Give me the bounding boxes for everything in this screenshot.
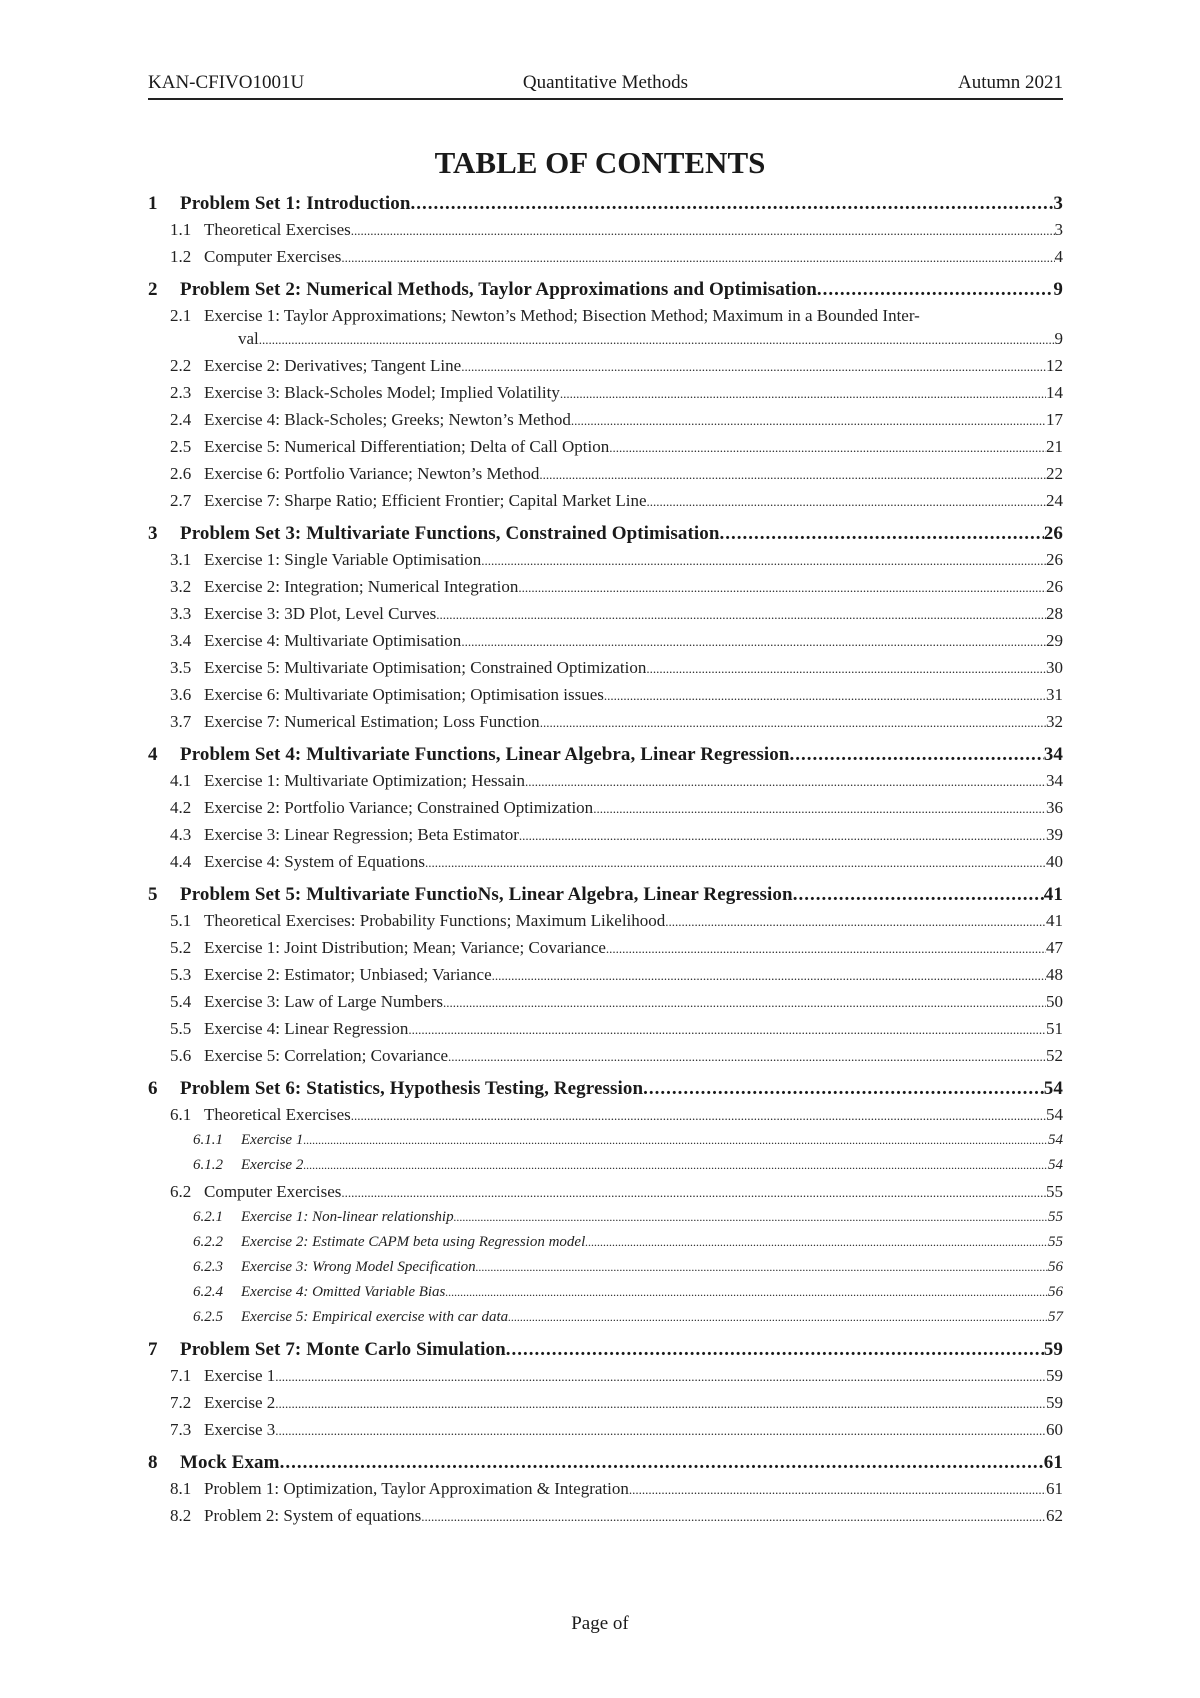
toc-title: TABLE OF CONTENTS — [434, 145, 766, 180]
toc-entry-page: 54 — [1043, 1078, 1063, 1099]
toc-entry-page: 57 — [1048, 1309, 1063, 1325]
toc-entry-title: Exercise 4: Multivariate Optimisation — [204, 631, 462, 650]
toc-entry-number: 2.7 — [170, 491, 192, 510]
dot-leader — [560, 383, 1046, 403]
toc-entry-page: 31 — [1046, 685, 1063, 704]
toc-entry-number: 3.7 — [170, 712, 192, 731]
toc-entry-number: 4 — [148, 744, 158, 765]
toc-entry-page: 62 — [1046, 1506, 1063, 1525]
toc-entry-title: Exercise 2 — [204, 1393, 276, 1412]
dot-leader — [540, 712, 1046, 732]
toc-entry-page: 54 — [1046, 1105, 1063, 1124]
toc-entry-title: Exercise 1: Multivariate Optimization; Hessain — [204, 771, 526, 790]
dot-leader — [303, 1157, 1048, 1174]
toc-section[interactable] — [148, 1506, 1063, 1533]
toc-chapter[interactable] — [148, 744, 1063, 771]
toc-entry-title: Exercise 4: Linear Regression — [204, 1019, 409, 1038]
toc-section[interactable] — [148, 383, 1063, 410]
toc-section[interactable] — [148, 992, 1063, 1019]
toc-entry-page: 24 — [1046, 491, 1063, 510]
toc-entry-number: 6.2 — [170, 1182, 192, 1201]
toc-entry-page: 21 — [1046, 437, 1063, 456]
toc-entry-page: 12 — [1046, 356, 1063, 375]
dot-leader — [303, 1132, 1048, 1149]
dot-leader — [351, 220, 1055, 240]
toc-section[interactable] — [148, 771, 1063, 798]
toc-entry-page: 3 — [1054, 220, 1063, 239]
dot-leader — [280, 1452, 1044, 1474]
toc-section[interactable] — [148, 1420, 1063, 1447]
toc-section[interactable] — [148, 491, 1063, 518]
toc-entry-title: Exercise 3: Law of Large Numbers — [204, 992, 444, 1011]
toc-subsection[interactable] — [148, 1132, 1063, 1157]
dot-leader — [585, 1234, 1048, 1251]
toc-entry-title: Exercise 5: Multivariate Optimisation; Constrained Optimization — [204, 658, 647, 677]
toc-entry-page: 9 — [1054, 329, 1063, 348]
toc-section[interactable] — [148, 247, 1063, 274]
toc-entry-number: 5.6 — [170, 1046, 192, 1065]
toc-entry-title: Exercise 7: Sharpe Ratio; Efficient Frontier; Capital Market Line — [204, 491, 647, 510]
toc-entry-page: 39 — [1046, 825, 1063, 844]
toc-chapter[interactable] — [148, 523, 1063, 550]
toc-section[interactable] — [148, 410, 1063, 437]
toc-entry-page: 61 — [1046, 1479, 1063, 1498]
toc-entry-title: Problem Set 7: Monte Carlo Simulation — [180, 1339, 506, 1360]
dot-leader — [454, 1209, 1048, 1226]
toc-section[interactable] — [148, 1105, 1063, 1132]
dot-leader — [275, 1420, 1046, 1440]
toc-entry-title: Exercise 2: Portfolio Variance; Constrained Optimization — [204, 798, 594, 817]
toc-section[interactable] — [148, 1046, 1063, 1073]
toc-entry-page: 36 — [1046, 798, 1063, 817]
toc-entry-title-continued: val — [238, 329, 259, 348]
toc-entry-page: 52 — [1046, 1046, 1063, 1065]
toc-subsection[interactable] — [148, 1234, 1063, 1259]
toc-entry-page: 55 — [1048, 1234, 1063, 1250]
toc-entry-number: 3.4 — [170, 631, 192, 650]
toc-section[interactable] — [148, 1366, 1063, 1393]
toc-section[interactable] — [148, 1182, 1063, 1209]
toc-section[interactable] — [148, 1019, 1063, 1046]
toc-entry-page: 3 — [1053, 193, 1063, 214]
toc-entry-number: 4.1 — [170, 771, 192, 790]
dot-leader — [259, 329, 1055, 349]
dot-leader — [720, 523, 1044, 545]
toc-entry-page: 51 — [1046, 1019, 1063, 1038]
toc-entry-page: 26 — [1046, 577, 1063, 596]
toc-entry-number: 8 — [148, 1452, 158, 1473]
toc-chapter[interactable] — [148, 1452, 1063, 1479]
toc-entry-page: 50 — [1046, 992, 1063, 1011]
toc-entry-title: Exercise 5: Empirical exercise with car data — [241, 1309, 509, 1325]
dot-leader — [629, 1479, 1046, 1499]
dot-leader — [411, 193, 1054, 215]
dot-leader — [508, 1309, 1048, 1326]
toc-section[interactable] — [148, 631, 1063, 658]
toc-entry-number: 2.1 — [170, 306, 192, 325]
dot-leader — [461, 356, 1046, 376]
dot-leader — [445, 1284, 1048, 1301]
toc-entry-number: 5.1 — [170, 911, 192, 930]
page-header — [148, 70, 1063, 100]
toc-entry-title: Problem Set 6: Statistics, Hypothesis Testing, Regression — [180, 1078, 644, 1099]
toc-entry-title: Problem Set 2: Numerical Methods, Taylor Approximations and Optimisation — [180, 279, 817, 300]
dot-leader — [425, 852, 1046, 872]
toc-entry-title: Exercise 3: Linear Regression; Beta Estimator — [204, 825, 519, 844]
toc-chapter[interactable] — [148, 279, 1063, 306]
toc-entry-title: Exercise 1 — [241, 1132, 304, 1148]
dot-leader — [518, 577, 1046, 597]
toc-section[interactable] — [148, 550, 1063, 577]
toc-entry-title: Exercise 1: Taylor Approximations; Newton’s Method; Bisection Method; Maximum in a Bounded Inter- — [204, 306, 920, 325]
page-footer: Page of — [571, 1613, 629, 1634]
toc-section[interactable] — [148, 220, 1063, 247]
toc-entry-number: 1 — [148, 193, 158, 214]
toc-entry-title: Exercise 3: Wrong Model Specification — [241, 1259, 476, 1275]
dot-leader — [275, 1393, 1046, 1413]
toc-entry-number: 5.5 — [170, 1019, 192, 1038]
toc-entry-page: 60 — [1046, 1420, 1063, 1439]
dot-leader — [408, 1019, 1046, 1039]
toc-entry-page: 54 — [1048, 1132, 1063, 1148]
toc-entry-number: 4.3 — [170, 825, 192, 844]
toc-entry-number: 5.4 — [170, 992, 192, 1011]
toc-entry-title: Exercise 5: Numerical Differentiation; Delta of Call Option — [204, 437, 610, 456]
toc-entry-number: 2.6 — [170, 464, 192, 483]
dot-leader — [519, 825, 1046, 845]
toc-entry-page: 26 — [1043, 523, 1063, 544]
toc-subsection[interactable] — [148, 1309, 1063, 1334]
toc-entry-title: Exercise 3: 3D Plot, Level Curves — [204, 604, 437, 623]
course-code: KAN-CFIVO1001U — [148, 72, 305, 93]
toc-entry-title: Problem Set 5: Multivariate FunctioNs, Linear Algebra, Linear Regression — [180, 884, 793, 905]
toc-chapter[interactable] — [148, 1339, 1063, 1366]
toc-entry-page: 54 — [1048, 1157, 1063, 1173]
toc-entry-number: 4.4 — [170, 852, 192, 871]
toc-section[interactable] — [148, 965, 1063, 992]
toc-entry-page: 32 — [1046, 712, 1063, 731]
toc-entry-page: 55 — [1048, 1209, 1063, 1225]
toc-entry-page: 61 — [1043, 1452, 1063, 1473]
toc-entry-number: 6.2.2 — [193, 1234, 223, 1250]
toc-entry-title: Problem Set 3: Multivariate Functions, Constrained Optimisation — [180, 523, 720, 544]
toc-section[interactable] — [148, 712, 1063, 739]
toc-entry-title: Problem 2: System of equations — [204, 1506, 422, 1525]
toc-entry-page: 4 — [1054, 247, 1063, 266]
dot-leader — [275, 1366, 1046, 1386]
toc-entry-number: 6.2.5 — [193, 1309, 223, 1325]
toc-entry-number: 3.5 — [170, 658, 192, 677]
toc-section[interactable] — [148, 1393, 1063, 1420]
dot-leader — [351, 1105, 1046, 1125]
toc-entry-number: 5 — [148, 884, 158, 905]
dot-leader — [817, 279, 1054, 301]
toc-entry-title: Exercise 1: Joint Distribution; Mean; Variance; Covariance — [204, 938, 606, 957]
toc-section[interactable] — [148, 852, 1063, 879]
toc-entry-number: 3.2 — [170, 577, 192, 596]
toc-subsection[interactable] — [148, 1157, 1063, 1182]
toc-entry-page: 40 — [1046, 852, 1063, 871]
toc-entry-number: 2.3 — [170, 383, 192, 402]
toc-subsection[interactable] — [148, 1209, 1063, 1234]
toc-entry-title: Problem Set 1: Introduction — [180, 193, 411, 214]
dot-leader — [443, 992, 1046, 1012]
toc-entry-title: Exercise 4: Omitted Variable Bias — [241, 1284, 446, 1300]
toc-entry-title: Exercise 6: Portfolio Variance; Newton’s Method — [204, 464, 540, 483]
toc-section[interactable] — [148, 798, 1063, 825]
toc-entry-page: 48 — [1046, 965, 1063, 984]
toc-entry-page: 14 — [1046, 383, 1063, 402]
toc-entry-number: 3.3 — [170, 604, 192, 623]
toc-subsection[interactable] — [148, 1284, 1063, 1309]
dot-leader — [341, 247, 1054, 267]
toc-section[interactable] — [148, 685, 1063, 712]
toc-entry-page: 34 — [1043, 744, 1063, 765]
toc-entry-title: Theoretical Exercises — [204, 220, 351, 239]
toc-entry-page: 59 — [1043, 1339, 1063, 1360]
toc-entry-title: Exercise 4: Black-Scholes; Greeks; Newton’s Method — [204, 410, 571, 429]
toc-section[interactable] — [148, 577, 1063, 604]
toc-entry-number: 2.5 — [170, 437, 192, 456]
toc-entry-page: 59 — [1046, 1366, 1063, 1385]
toc-section[interactable] — [148, 604, 1063, 631]
toc-entry-number: 2.4 — [170, 410, 192, 429]
toc-entry-title: Computer Exercises — [204, 1182, 342, 1201]
dot-leader — [793, 884, 1044, 906]
toc-entry-number: 6.1 — [170, 1105, 192, 1124]
toc-entry-title: Problem Set 4: Multivariate Functions, Linear Algebra, Linear Regression — [180, 744, 790, 765]
toc-entry-number: 1.2 — [170, 247, 192, 266]
toc-entry-page: 56 — [1048, 1284, 1063, 1300]
dot-leader — [593, 798, 1046, 818]
toc-entry-number: 8.2 — [170, 1506, 192, 1525]
dot-leader — [461, 631, 1046, 651]
toc-entry-number: 4.2 — [170, 798, 192, 817]
toc-entry-title: Exercise 6: Multivariate Optimisation; Optimisation issues — [204, 685, 604, 704]
toc-entry-page: 56 — [1048, 1259, 1063, 1275]
toc-entry-number: 7.1 — [170, 1366, 192, 1385]
toc-entry-title: Exercise 1: Non-linear relationship — [241, 1209, 454, 1225]
dot-leader — [525, 771, 1046, 791]
toc-section[interactable] — [148, 437, 1063, 464]
toc-entry-title: Exercise 5: Correlation; Covariance — [204, 1046, 449, 1065]
toc-entry-page: 29 — [1046, 631, 1063, 650]
dot-leader — [448, 1046, 1046, 1066]
toc-entry-page: 41 — [1043, 884, 1063, 905]
toc-entry-title: Computer Exercises — [204, 247, 342, 266]
toc-entry-page: 59 — [1046, 1393, 1063, 1412]
dot-leader — [481, 550, 1046, 570]
toc-entry[interactable] — [148, 306, 1063, 356]
dot-leader — [476, 1259, 1048, 1276]
toc-entry-number: 7.3 — [170, 1420, 192, 1439]
toc-entry-number: 5.3 — [170, 965, 192, 984]
toc-entry-number: 3.1 — [170, 550, 192, 569]
toc-entry-page: 30 — [1046, 658, 1063, 677]
toc-entry-title: Theoretical Exercises: Probability Functions; Maximum Likelihood — [204, 911, 666, 930]
toc-entry-number: 3 — [148, 523, 158, 544]
toc-entry-title: Exercise 3 — [204, 1420, 276, 1439]
toc-entry-page: 17 — [1046, 410, 1063, 429]
course-name: Quantitative Methods — [522, 72, 689, 93]
toc-entry-number: 6 — [148, 1078, 158, 1099]
toc-entry-page: 26 — [1046, 550, 1063, 569]
toc-chapter[interactable] — [148, 1078, 1063, 1105]
toc-section[interactable] — [148, 1479, 1063, 1506]
toc-section[interactable] — [148, 356, 1063, 383]
dot-leader — [341, 1182, 1046, 1202]
toc-entry-page: 55 — [1046, 1182, 1063, 1201]
toc-entry-title: Mock Exam — [180, 1452, 280, 1473]
toc-entry-title: Exercise 3: Black-Scholes Model; Implied Volatility — [204, 383, 560, 402]
toc-entry-number: 6.2.1 — [193, 1209, 223, 1225]
toc-entry-title: Exercise 2: Estimate CAPM beta using Regression model — [241, 1234, 586, 1250]
toc-entry-number: 6.2.4 — [193, 1284, 223, 1300]
toc-section[interactable] — [148, 938, 1063, 965]
toc-entry-number: 1.1 — [170, 220, 192, 239]
toc-entry-page: 47 — [1046, 938, 1063, 957]
toc-entry-title: Theoretical Exercises — [204, 1105, 351, 1124]
toc-entry-title: Exercise 2: Derivatives; Tangent Line — [204, 356, 462, 375]
toc-entry-number: 2 — [148, 279, 158, 300]
toc-entry-number: 7.2 — [170, 1393, 192, 1412]
dot-leader — [647, 491, 1047, 511]
toc-entry-page: 9 — [1053, 279, 1063, 300]
toc-entry-title: Exercise 1: Single Variable Optimisation — [204, 550, 482, 569]
toc-entry-page: 34 — [1046, 771, 1063, 790]
toc-section[interactable] — [148, 825, 1063, 852]
toc-entry-number: 6.2.3 — [193, 1259, 223, 1275]
dot-leader — [665, 911, 1046, 931]
dot-leader — [790, 744, 1044, 766]
toc-entry-number: 8.1 — [170, 1479, 192, 1498]
dot-leader — [606, 938, 1046, 958]
term: Autumn 2021 — [957, 72, 1063, 93]
toc-entry-number: 3.6 — [170, 685, 192, 704]
toc-chapter[interactable] — [148, 193, 1063, 220]
dot-leader — [421, 1506, 1046, 1526]
toc-subsection[interactable] — [148, 1259, 1063, 1284]
dot-leader — [492, 965, 1046, 985]
table-of-contents — [148, 188, 1063, 1533]
toc-entry-page: 41 — [1046, 911, 1063, 930]
toc-entry-title: Exercise 1 — [204, 1366, 276, 1385]
toc-entry-number: 7 — [148, 1339, 158, 1360]
dot-leader — [436, 604, 1046, 624]
dot-leader — [604, 685, 1046, 705]
toc-entry-number: 5.2 — [170, 938, 192, 957]
toc-entry-title: Exercise 2: Estimator; Unbiased; Variance — [204, 965, 492, 984]
toc-entry-page: 28 — [1046, 604, 1063, 623]
toc-entry-number: 6.1.1 — [193, 1132, 223, 1148]
dot-leader — [643, 1078, 1044, 1100]
toc-entry-title: Exercise 7: Numerical Estimation; Loss Function — [204, 712, 540, 731]
toc-entry-title: Exercise 2: Integration; Numerical Integration — [204, 577, 519, 596]
dot-leader — [539, 464, 1046, 484]
toc-entry-title: Exercise 4: System of Equations — [204, 852, 425, 871]
toc-chapter[interactable] — [148, 884, 1063, 911]
toc-section[interactable] — [148, 464, 1063, 491]
toc-entry-number: 6.1.2 — [193, 1157, 223, 1173]
toc-entry-title: Exercise 2 — [241, 1157, 304, 1173]
toc-section[interactable] — [148, 911, 1063, 938]
toc-section[interactable] — [148, 658, 1063, 685]
dot-leader — [646, 658, 1046, 678]
toc-entry-page: 22 — [1046, 464, 1063, 483]
toc-entry-title: Problem 1: Optimization, Taylor Approximation & Integration — [204, 1479, 629, 1498]
toc-entry-number: 2.2 — [170, 356, 192, 375]
dot-leader — [609, 437, 1046, 457]
dot-leader — [571, 410, 1046, 430]
dot-leader — [506, 1339, 1044, 1361]
